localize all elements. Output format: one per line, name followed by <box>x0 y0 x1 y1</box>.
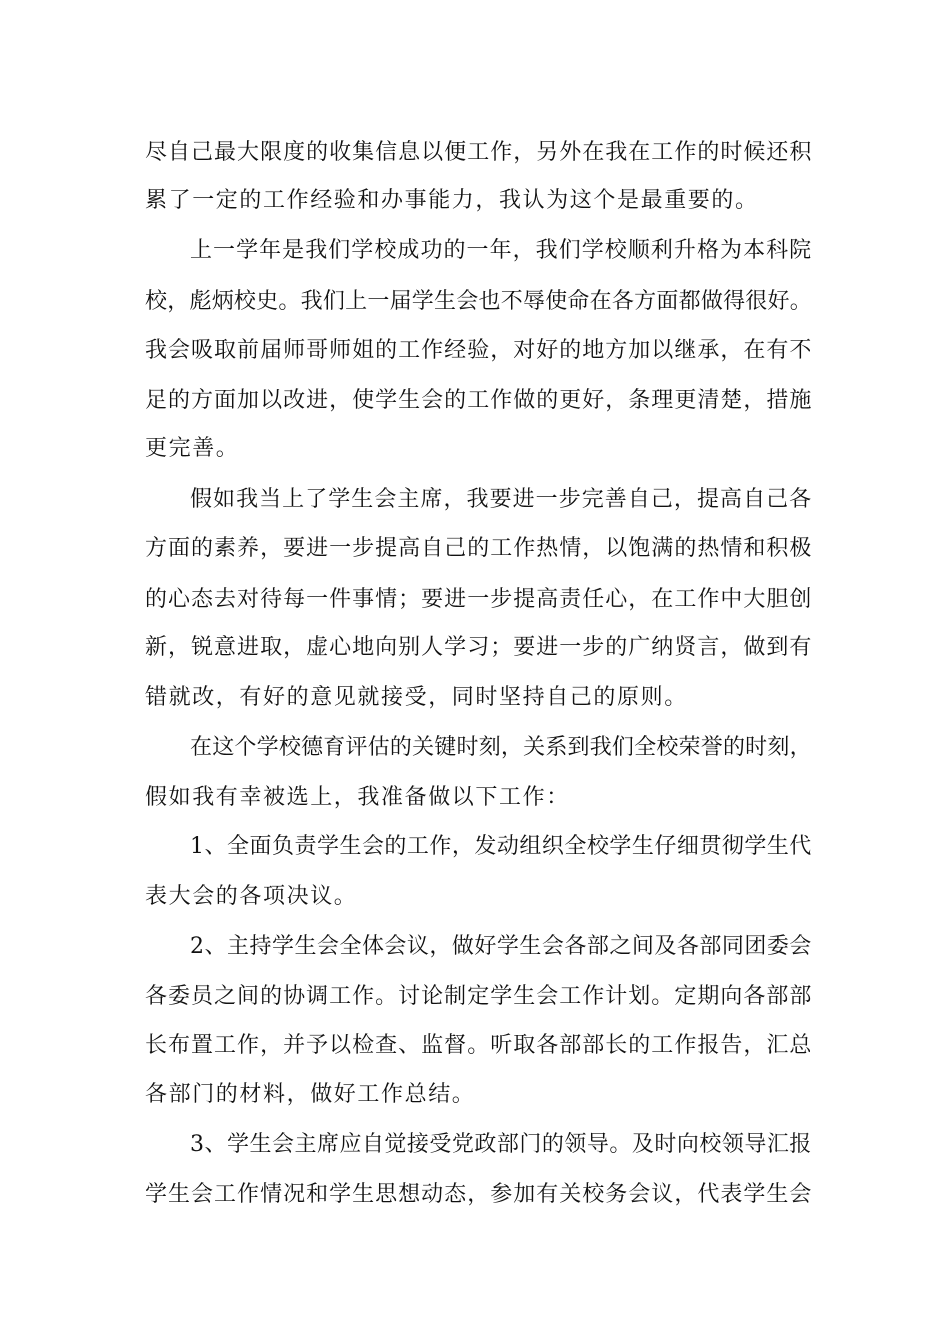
text-line: 更完善。 <box>145 436 240 461</box>
text-line: 累了一定的工作经验和办事能力，我认为这个是最重要的。 <box>145 188 759 213</box>
text-line: 新，锐意进取，虚心地向别人学习；要进一步的广纳贤言，做到有 <box>145 635 813 660</box>
text-line: 学生会工作情况和学生思想动态，参加有关校务会议，代表学生会 <box>145 1182 813 1207</box>
text-line: 足的方面加以改进，使学生会的工作做的更好，条理更清楚，措施 <box>145 388 813 413</box>
text-line: 表大会的各项决议。 <box>145 884 358 909</box>
text-line: 校，彪炳校史。我们上一届学生会也不辱使命在各方面都做得很好。 <box>145 289 813 314</box>
text-line: 3、学生会主席应自觉接受党政部门的领导。及时向校领导汇报 <box>190 1132 812 1157</box>
text-line: 在这个学校德育评估的关键时刻，关系到我们全校荣誉的时刻， <box>190 735 812 760</box>
text-line: 尽自己最大限度的收集信息以便工作，另外在我在工作的时候还积 <box>145 140 813 165</box>
text-line: 假如我有幸被选上，我准备做以下工作： <box>145 785 570 810</box>
text-line: 各委员之间的协调工作。讨论制定学生会工作计划。定期向各部部 <box>145 984 813 1009</box>
text-line: 错就改，有好的意见就接受，同时坚持自己的原则。 <box>145 685 688 710</box>
text-line: 1、全面负责学生会的工作，发动组织全校学生仔细贯彻学生代 <box>190 834 812 859</box>
text-line: 2、主持学生会全体会议，做好学生会各部之间及各部同团委会 <box>190 934 812 959</box>
text-line: 方面的素养，要进一步提高自己的工作热情，以饱满的热情和积极 <box>145 536 813 561</box>
text-line: 上一学年是我们学校成功的一年，我们学校顺利升格为本科院 <box>190 238 813 263</box>
text-line: 长布置工作，并予以检查、监督。听取各部部长的工作报告，汇总 <box>145 1033 813 1058</box>
text-line: 的心态去对待每一件事情；要进一步提高责任心，在工作中大胆创 <box>145 587 813 612</box>
text-line: 我会吸取前届师哥师姐的工作经验，对好的地方加以继承，在有不 <box>145 338 813 363</box>
text-line: 各部门的材料，做好工作总结。 <box>145 1082 476 1107</box>
text-line: 假如我当上了学生会主席，我要进一步完善自己，提高自己各 <box>190 487 813 512</box>
